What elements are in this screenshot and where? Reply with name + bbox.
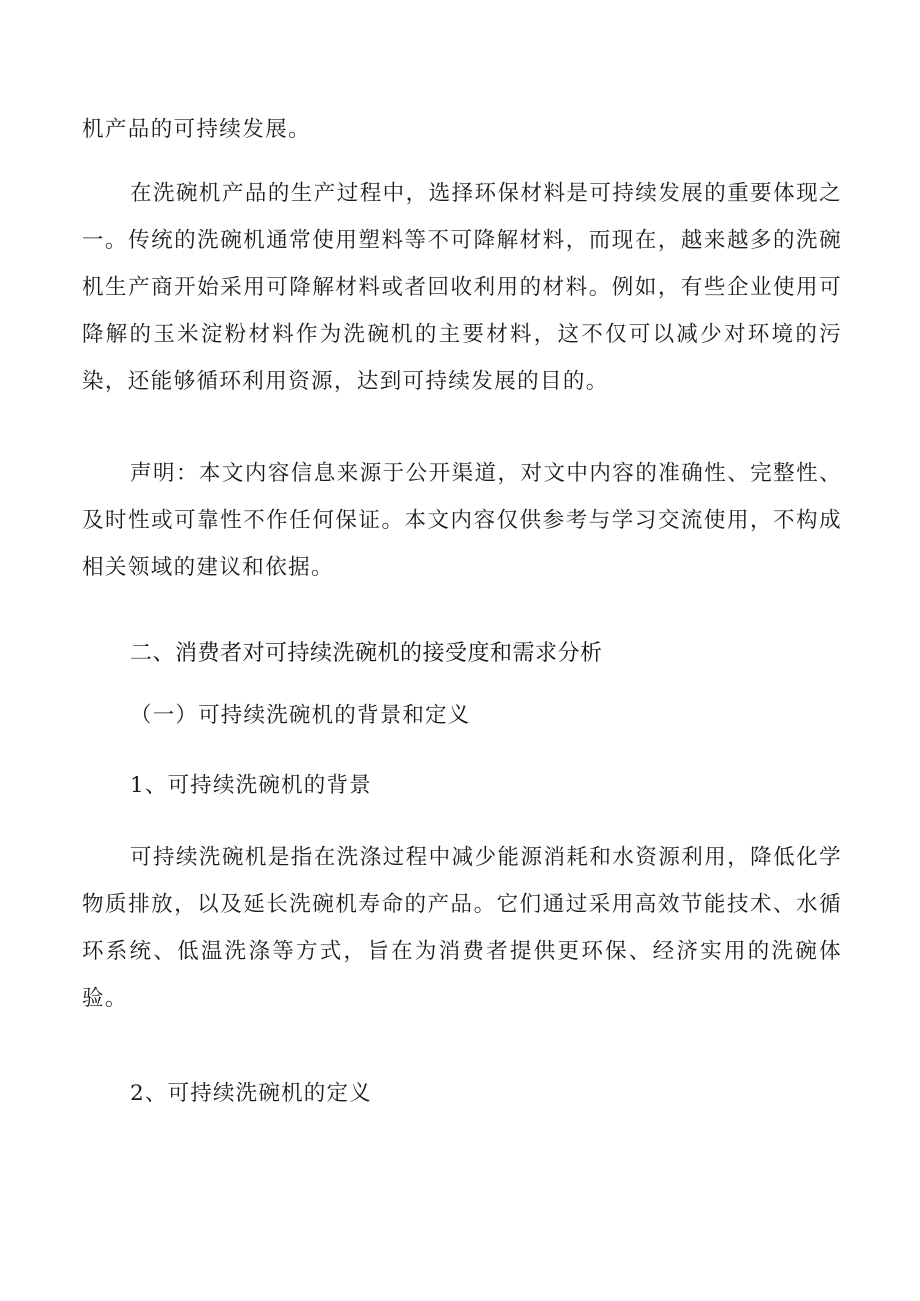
background-heading: 1、可持续洗碗机的背景 (130, 773, 372, 798)
paragraph-eco-materials: 在洗碗机产品的生产过程中，选择环保材料是可持续发展的重要体现之一。传统的洗碗机通常使用塑料等不可降解材料，而现在，越来越多的洗碗机生产商开始采用可降解材料或者回收利用的材料。例如，有些企业使用可降解的玉米淀粉材料作为洗碗机的主要材料，这不仅可以减少对环境的污染，还能够循环利用资源，达到可持续发展的目的。 (82, 181, 842, 394)
section-heading: 二、消费者对可持续洗碗机的接受度和需求分析 (130, 641, 603, 666)
paragraph-continuation: 机产品的可持续发展。 (82, 117, 312, 142)
subsection-heading: （一）可持续洗碗机的背景和定义 (130, 703, 471, 728)
definition-heading: 2、可持续洗碗机的定义 (130, 1081, 372, 1106)
paragraph-disclaimer: 声明：本文内容信息来源于公开渠道，对文中内容的准确性、完整性、及时性或可靠性不作任何保证。本文内容仅供参考与学习交流使用，不构成相关领域的建议和依据。 (82, 461, 842, 580)
paragraph-background: 可持续洗碗机是指在洗涤过程中减少能源消耗和水资源利用，降低化学物质排放，以及延长洗碗机寿命的产品。它们通过采用高效节能技术、水循环系统、低温洗涤等方式，旨在为消费者提供更环保、经济实用的洗碗体验。 (82, 845, 842, 1011)
